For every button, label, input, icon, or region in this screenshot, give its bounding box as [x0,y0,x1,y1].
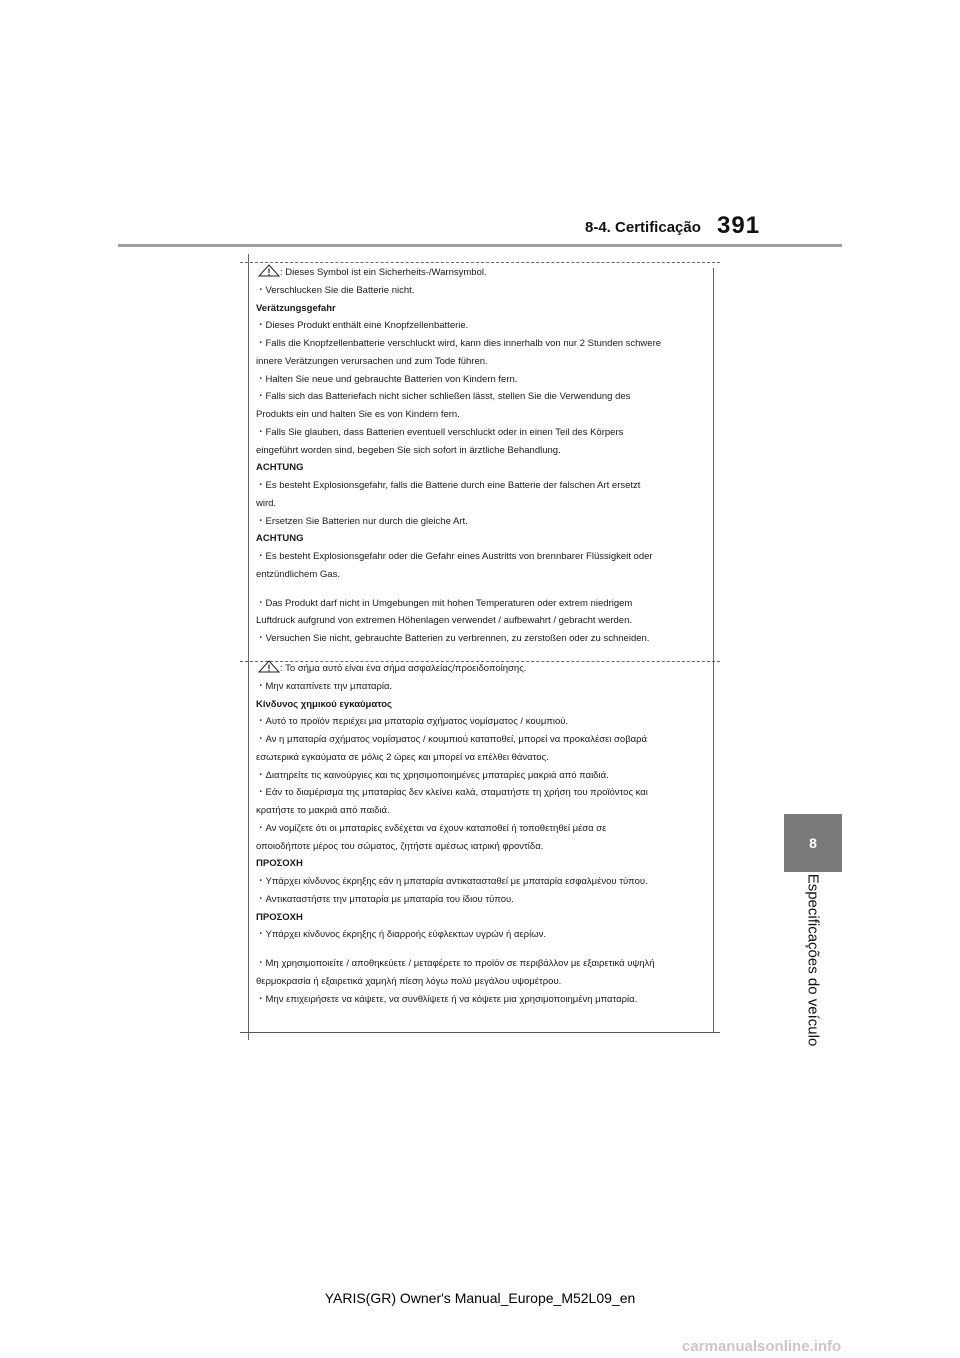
text-lines-el [256,678,708,1009]
warning-line: ・Es besteht Explosionsgefahr, falls die Batterie durch eine Batterie der falschen Art ersetzt [256,480,641,491]
german-warning-text [256,264,708,648]
warning-line: ・Αν νομίζετε ότι οι μπαταρίες ενδέχεται να έχουν καταποθεί ή τοποθετηθεί μέσα σε [256,822,607,834]
warning-line: ・Verschlucken Sie die Batterie nicht. [256,284,415,296]
warning-line: θερμοκρασία ή εξαιρετικά χαμηλή πίεση λόγω πολύ μεγάλου υψομέτρου. [256,975,562,987]
symbol-description-de: : Dieses Symbol ist ein Sicherheits-/Warnsymbol. [280,267,487,278]
warning-line: ・Μη χρησιμοποιείτε / αποθηκεύετε / μεταφέρετε το προϊόν σε περιβάλλον με εξαιρετικά υψηλή [256,958,655,969]
warning-heading: Κίνδυνος χημικού εγκαύματος [256,698,392,710]
chapter-tab[interactable] [784,814,842,872]
symbol-line-el [256,660,708,678]
paragraph-gap [256,944,708,955]
warning-line: ・Υπάρχει κίνδυνος έκρηξης εάν η μπαταρία αντικατασταθεί με μπαταρία εσφαλμένου τύπου. [256,876,648,887]
scan-border-right [713,268,714,1032]
warning-line: ・Ersetzen Sie Batterien nur durch die gleiche Art. [256,515,468,527]
warning-triangle-icon [258,660,280,673]
warning-heading: ΠΡΟΣΟΧΗ [256,858,303,870]
warning-line: ・Dieses Produkt enthält eine Knopfzellenbatterie. [256,320,469,332]
warning-line: innere Verätzungen verursachen und zum Tode führen. [256,355,488,367]
text-lines-de [256,282,708,648]
warning-line: ・Διατηρείτε τις καινούργιες και τις χρησιμοποιημένες μπαταρίες μακριά από παιδιά. [256,769,609,781]
warning-line: ・Es besteht Explosionsgefahr oder die Gefahr eines Austritts von brennbarer Flüssigkeit oder [256,551,653,562]
paragraph-gap [256,584,708,595]
warning-line: ・Falls Sie glauben, dass Batterien eventuell verschluckt oder in einen Teil des Körpers [256,426,624,438]
warning-line: entzündlichem Gas. [256,568,340,580]
warning-triangle-icon [258,264,280,277]
section-title: 8-4. Certificação [585,219,701,236]
chapter-number: 8 [809,835,817,851]
warning-line: ・Εάν το διαμέρισμα της μπαταρίας δεν κλείνει καλά, σταματήστε τη χρήση του προϊόντος και [256,787,648,799]
manual-footer: YARIS(GR) Owner's Manual_Europe_M52L09_en [324,1290,636,1306]
scan-border-bottom [240,1032,720,1033]
warning-line: ・Falls sich das Batteriefach nicht sicher schließen lässt, stellen Sie die Verwendung des [256,391,631,403]
scan-border-top [240,262,720,263]
warning-line: ・Das Produkt darf nicht in Umgebungen mit hohen Temperaturen oder extrem niedrigem [256,597,633,609]
warning-line: ・Μην επιχειρήσετε να κάψετε, να συνθλίψετε ή να κόψετε μια χρησιμοποιημένη μπαταρία. [256,993,638,1005]
warning-line: εσωτερικά εγκαύματα σε μόλις 2 ώρες και μπορεί να επέλθει θάνατος. [256,751,549,763]
page-number: 391 [717,212,761,239]
warning-line: ・Αντικαταστήστε την μπαταρία με μπαταρία του ίδιου τύπου. [256,893,514,905]
warning-heading: ACHTUNG [256,462,304,474]
warning-line: κρατήστε το μακριά από παιδιά. [256,805,390,816]
scan-border-left [248,254,249,1040]
warning-line: Luftdruck aufgrund von extremen Höhenlagen verwendet / aufbewahrt / gebracht werden. [256,615,633,627]
warning-heading: Verätzungsgefahr [256,302,336,314]
warning-line: ・Versuchen Sie nicht, gebrauchte Batterien zu verbrennen, zu zerstoßen oder zu schneiden. [256,633,650,644]
site-watermark: carmanualsonline.info [682,1338,842,1355]
warning-heading: ACHTUNG [256,533,304,545]
greek-warning-text [256,660,708,1008]
warning-line: ・Falls die Knopfzellenbatterie verschluckt wird, kann dies innerhalb von nur 2 Stunden schwere [256,338,662,349]
warning-line: Produkts ein und halten Sie es von Kindern fern. [256,409,460,420]
warning-line: ・Halten Sie neue und gebrauchte Batterien von Kindern fern. [256,373,518,385]
certification-label-scan [240,254,720,1040]
chapter-label: Especificações do veículo [804,873,822,1047]
symbol-line-de [256,264,708,282]
symbol-description-el: : Το σήμα αυτό είναι ένα σήμα ασφαλείας/προειδοποίησης. [280,663,527,674]
warning-line: ・Αυτό το προϊόν περιέχει μια μπαταρία σχήματος νομίσματος / κουμπιού. [256,716,569,728]
warning-heading: ΠΡΟΣΟΧΗ [256,911,303,923]
warning-line: οποιοδήποτε μέρος του σώματος, ζητήστε αμέσως ιατρική φροντίδα. [256,840,544,852]
warning-line: ・Μην καταπίνετε την μπαταρία. [256,680,393,692]
warning-line: eingeführt worden sind, begeben Sie sich sofort in ärztliche Behandlung. [256,444,561,456]
warning-line: wird. [256,497,277,509]
warning-line: ・Αν η μπαταρία σχήματος νομίσματος / κουμπιού καταποθεί, μπορεί να προκαλέσει σοβαρά [256,734,648,745]
header-divider [118,244,842,247]
warning-line: ・Υπάρχει κίνδυνος έκρηξης ή διαρροής εύφλεκτων υγρών ή αερίων. [256,929,547,941]
